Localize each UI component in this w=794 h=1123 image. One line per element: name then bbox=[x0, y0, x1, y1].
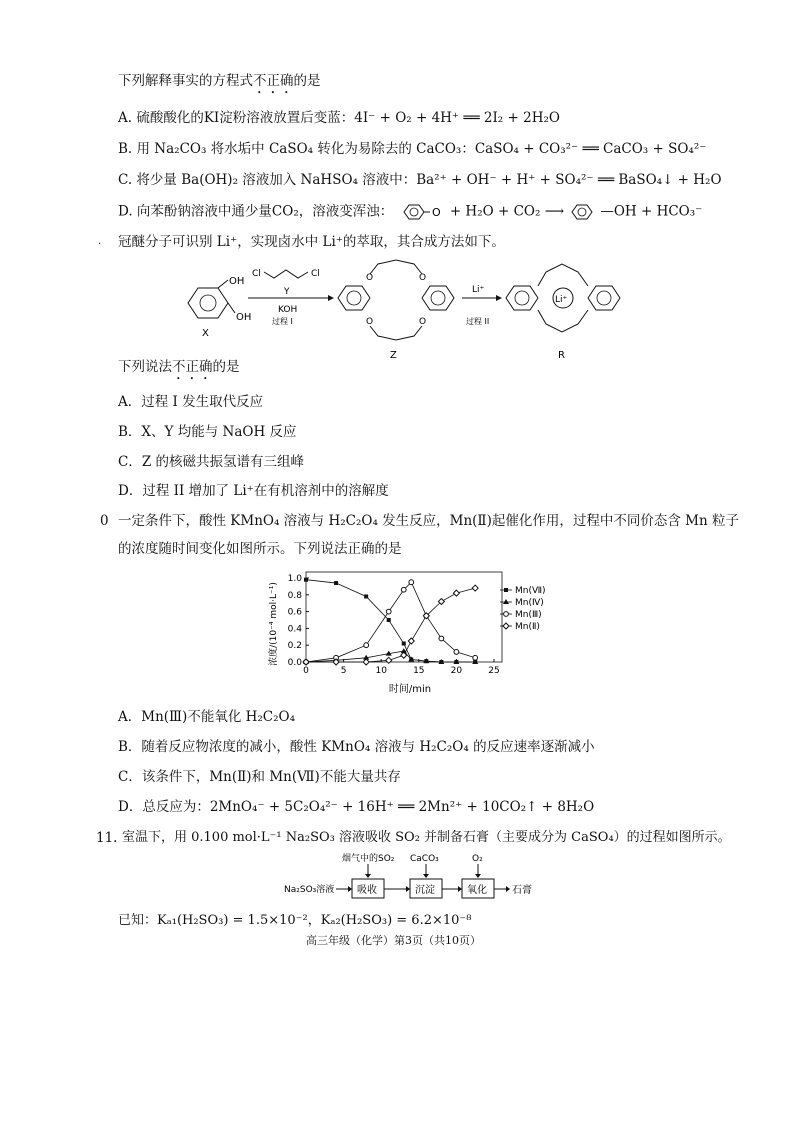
legend-label: Mn(Ⅳ) bbox=[515, 598, 544, 608]
label-koh: KOH bbox=[278, 305, 298, 315]
r-li-center: Li⁺ bbox=[555, 295, 568, 305]
chart-legend bbox=[500, 586, 546, 632]
data-point bbox=[304, 578, 308, 582]
molecule-x bbox=[188, 276, 251, 339]
q10-option-c: C．该条件下，Mn(Ⅱ)和 Mn(Ⅶ)不能大量共存 bbox=[118, 769, 401, 785]
data-point bbox=[473, 655, 478, 660]
q9-option-d: D．过程 II 增加了 Li⁺在有机溶剂中的溶解度 bbox=[118, 483, 389, 499]
y-tick-label: 0.6 bbox=[287, 607, 302, 618]
y-tick-label: 0.2 bbox=[287, 641, 302, 652]
phenol-ring-icon bbox=[568, 202, 600, 222]
legend-marker bbox=[503, 623, 509, 629]
flow-box-precipitate-label: 沉淀 bbox=[415, 885, 435, 896]
q10-option-a: A．Mn(Ⅲ)不能氧化 H₂C₂O₄ bbox=[118, 709, 296, 725]
label-process-1: 过程 I bbox=[272, 317, 293, 326]
y-tick-label: 1.0 bbox=[287, 574, 302, 584]
flow-input-o2: O₂ bbox=[472, 854, 483, 864]
legend-label: Mn(Ⅶ) bbox=[515, 586, 546, 596]
q10-stem-line-2: 的浓度随时间变化如图所示。下列说法正确的是 bbox=[118, 541, 402, 557]
data-point bbox=[401, 587, 406, 592]
arrow-icon: ⟶ bbox=[544, 203, 565, 220]
phenoxide-o-label: O bbox=[431, 206, 441, 219]
data-point bbox=[334, 581, 338, 585]
label-process-2: 过程 II bbox=[466, 317, 490, 326]
data-point bbox=[472, 585, 478, 591]
q8-option-a: A. 硫酸酸化的KI淀粉溶液放置后变蓝：4I⁻ + O₂ + 4H⁺ ══ 2I₂ + 2H₂O bbox=[118, 110, 560, 126]
y-tick-label: 0.8 bbox=[287, 590, 302, 601]
data-point bbox=[363, 659, 369, 665]
x-tick-label: 5 bbox=[340, 666, 347, 676]
label-x: X bbox=[202, 328, 209, 339]
x-tick-label: 20 bbox=[450, 666, 463, 676]
label-z: Z bbox=[390, 350, 397, 361]
data-point bbox=[402, 642, 406, 646]
q11-stem: 室温下，用 0.100 mol·L⁻¹ Na₂SO₃ 溶液吸收 SO₂ 并制备石膏（主要成分为 CaSO₄）的过程如图所示。 bbox=[122, 830, 731, 845]
reagent-y bbox=[248, 269, 334, 326]
legend-label: Mn(Ⅲ) bbox=[515, 610, 542, 620]
q8-option-c: C. 将少量 Ba(OH)₂ 溶液加入 NaHSO₄ 溶液中：Ba²⁺ + OH⁻ + H⁺ + SO₄²⁻ ══ BaSO₄↓ + H₂O bbox=[118, 172, 722, 188]
flow-box-absorb-label: 吸收 bbox=[357, 885, 377, 896]
series-line bbox=[306, 588, 475, 662]
data-point bbox=[386, 657, 392, 663]
data-point bbox=[453, 659, 459, 664]
q9-option-c: C．Z 的核磁共振氢谱有三组峰 bbox=[118, 454, 305, 470]
x-oh-2: OH bbox=[236, 312, 252, 323]
molecule-z bbox=[338, 260, 454, 361]
label-r: R bbox=[558, 350, 565, 361]
phenoxide-ring-icon bbox=[398, 202, 446, 222]
data-point bbox=[408, 638, 414, 644]
process-flow-diagram bbox=[278, 850, 548, 900]
y-cl-1: Cl bbox=[252, 269, 261, 279]
x-tick-label: 0 bbox=[303, 666, 309, 676]
z-o-3: O bbox=[366, 317, 374, 327]
data-point bbox=[364, 643, 369, 648]
y-cl-2: Cl bbox=[311, 269, 320, 279]
series-line bbox=[306, 582, 475, 662]
flow-input-caco3: CaCO₃ bbox=[410, 854, 439, 864]
q8-option-b: B. 用 Na₂CO₃ 将水垢中 CaSO₄ 转化为易除去的 CaCO₃：CaSO₄ + CO₃²⁻ ══ CaCO₃ + SO₄²⁻ bbox=[118, 141, 707, 157]
x-tick-label: 15 bbox=[413, 666, 425, 676]
q11-known: 已知：Kₐ₁(H₂SO₃) = 1.5×10⁻²，Kₐ₂(H₂SO₃) = 6.2×10⁻⁸ bbox=[118, 913, 472, 928]
label-li-reagent: Li⁺ bbox=[472, 285, 485, 295]
legend-marker bbox=[503, 599, 509, 604]
flow-box-oxidize-label: 氧化 bbox=[467, 885, 487, 896]
z-o-4: O bbox=[419, 317, 427, 327]
molecule-r bbox=[506, 264, 620, 361]
q9-number-mark: . bbox=[98, 236, 102, 247]
data-point bbox=[409, 580, 414, 585]
series-3 bbox=[304, 580, 478, 665]
q9-option-a: A．过程 I 发生取代反应 bbox=[118, 394, 264, 410]
label-y: Y bbox=[284, 287, 290, 297]
y-tick-label: 0.4 bbox=[287, 624, 302, 635]
series-1 bbox=[304, 578, 477, 664]
z-o-1: O bbox=[366, 273, 374, 283]
y-tick-label: 0.0 bbox=[287, 658, 302, 668]
z-o-2: O bbox=[419, 273, 427, 283]
flow-input-so2: 烟气中的SO₂ bbox=[342, 854, 395, 864]
data-point bbox=[386, 609, 391, 614]
q9-question: 下列说法不正确的是 bbox=[118, 359, 240, 375]
chart-y-label: 浓度/(10⁻⁴ mol·L⁻¹) bbox=[269, 582, 279, 666]
process-2-arrow bbox=[462, 285, 502, 326]
mn-concentration-chart bbox=[262, 566, 562, 696]
legend-label: Mn(Ⅱ) bbox=[515, 622, 540, 632]
q9-stem: 冠醚分子可识别 Li⁺，实现卤水中 Li⁺的萃取，其合成方法如下。 bbox=[118, 234, 505, 250]
data-point bbox=[453, 590, 459, 596]
q9-option-b: B．X、Y 均能与 NaOH 反应 bbox=[118, 424, 297, 440]
x-tick-label: 10 bbox=[375, 666, 387, 676]
data-point bbox=[454, 650, 459, 655]
q8-stem: 下列解释事实的方程式不正确的是 bbox=[118, 73, 321, 89]
x-tick-label: 25 bbox=[488, 666, 500, 676]
legend-marker bbox=[504, 588, 508, 592]
q10-option-d: D．总反应为：2MnO₄⁻ + 5C₂O₄²⁻ + 16H⁺ ══ 2Mn²⁺ + 10CO₂↑ + 8H₂O bbox=[118, 799, 595, 815]
data-point bbox=[364, 594, 368, 598]
data-point bbox=[303, 659, 309, 665]
q10-number: 0 bbox=[100, 513, 109, 529]
x-oh-1: OH bbox=[229, 276, 245, 287]
q8-option-d: D. 向苯酚钠溶液中通少量CO₂，溶液变浑浊： O + H₂O + CO₂ ⟶ —OH + HCO₃⁻ bbox=[118, 202, 702, 222]
data-point bbox=[387, 618, 391, 622]
q10-option-b: B．随着反应物浓度的减小，酸性 KMnO₄ 溶液与 H₂C₂O₄ 的反应速率逐渐减小 bbox=[118, 739, 595, 755]
data-point bbox=[439, 636, 444, 641]
crown-ether-synthesis-scheme bbox=[180, 258, 640, 368]
flow-end: 石膏 bbox=[512, 885, 532, 896]
legend-marker bbox=[504, 612, 509, 617]
q10-stem-line-1: 一定条件下，酸性 KMnO₄ 溶液与 H₂C₂O₄ 发生反应，Mn(Ⅱ)起催化作用，过程中不同价态含 Mn 粒子 bbox=[118, 513, 739, 529]
page-footer: 高三年级（化学）第3页（共10页） bbox=[306, 934, 481, 947]
chart-x-label: 时间/min bbox=[388, 684, 432, 695]
chart-series bbox=[303, 578, 478, 665]
q11-number: 11. bbox=[96, 830, 118, 846]
flow-start: Na₂SO₃溶液 bbox=[284, 885, 335, 895]
